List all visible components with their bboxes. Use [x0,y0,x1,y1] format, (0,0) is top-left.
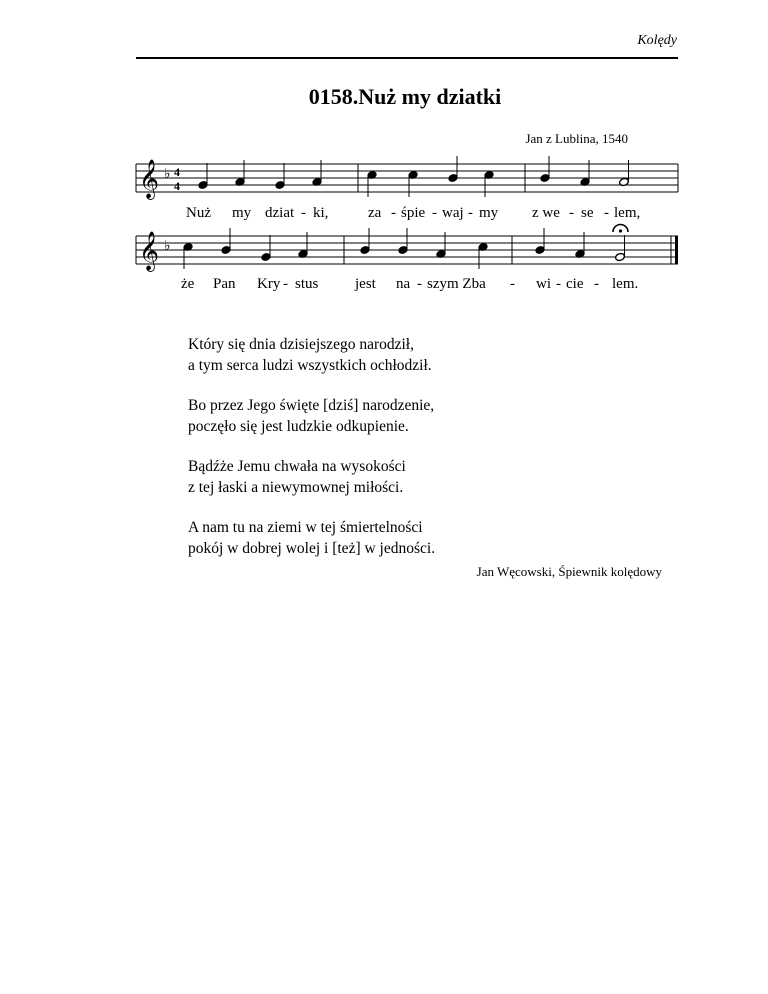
verse-line: Bo przez Jego święte [dziś] narodzenie, [188,397,435,414]
lyric-syllable: że [181,276,195,292]
note [408,171,418,197]
lyric-syllable: na [396,276,411,292]
lyric-syllable: se [581,205,594,221]
note [275,163,285,189]
lyric-syllable: waj [442,205,464,221]
lyrics-line-2 [181,276,638,292]
lyric-syllable: my [479,205,499,221]
note [221,228,231,254]
note [478,243,488,269]
verses [188,334,435,578]
note [448,156,458,182]
final-barline [675,236,678,264]
treble-clef-icon: 𝄞 [139,159,160,199]
note [183,243,193,269]
lyric-hyphen: - [283,276,288,292]
lyric-hyphen: - [594,276,599,292]
verse-line: Bądźże Jemu chwała na wysokości [188,458,406,475]
lyrics-line-1 [186,205,640,221]
staff-system-2 [136,225,678,273]
lyric-syllable: za [368,205,382,221]
stanza [188,456,435,498]
verse-line: A nam tu na ziemi w tej śmiertelności [188,519,423,536]
lyric-syllable: szym Zba [427,276,486,292]
lyric-syllable: jest [355,276,376,292]
lyric-syllable: Kry [257,276,281,292]
lyric-syllable: cie [566,276,584,292]
verse-line: a tym serca ludzi wszystkich ochłodził. [188,357,432,374]
lyric-syllable: z we [532,205,560,221]
lyric-syllable: ki, [313,205,329,221]
lyric-syllable: Pan [213,276,236,292]
stanza [188,517,435,559]
note [484,171,494,197]
note [535,228,545,254]
source-attribution: Jan Węcowski, Śpiewnik kolędowy [476,564,662,579]
lyric-hyphen: - [432,205,437,221]
note [360,228,370,254]
verse-line: Który się dnia dzisiejszego narodził, [188,336,414,353]
section-header: Kolędy [637,33,677,48]
lyric-syllable: dziat [265,205,295,221]
music-score [0,0,768,320]
note [540,156,550,182]
verse-line: poczęło się jest ludzkie odkupienie. [188,418,409,435]
half-note [615,235,626,262]
song-title: 0158.Nuż my dziatki [308,84,502,109]
lyric-syllable: lem, [614,205,641,221]
lyric-syllable: lem. [612,276,639,292]
note [367,171,377,197]
composer-attribution: Jan z Lublina, 1540 [525,131,628,146]
lyric-syllable: śpie [401,205,426,221]
lyric-hyphen: - [604,205,609,221]
staff-system-1 [136,156,678,200]
lyric-syllable: my [232,205,252,221]
time-signature-numerator: 4 [174,165,180,179]
lyric-hyphen: - [417,276,422,292]
fermata-icon [613,225,628,233]
lyric-syllable: stus [295,276,319,292]
stanza [188,395,435,437]
flat-icon: ♭ [164,166,171,182]
time-signature-denominator: 4 [174,179,180,193]
lyric-hyphen: - [556,276,561,292]
lyric-hyphen: - [468,205,473,221]
lyric-hyphen: - [510,276,515,292]
stanza [188,334,435,376]
treble-clef-icon: 𝄞 [139,231,160,271]
note [398,228,408,254]
lyric-syllable: Nuż [186,205,211,221]
lyric-hyphen: - [569,205,574,221]
flat-icon: ♭ [164,238,171,254]
lyric-hyphen: - [391,205,396,221]
verse-line: pokój w dobrej wolej i [też] w jedności. [188,540,436,557]
note [198,163,208,189]
note [261,235,271,261]
lyric-syllable: wi [536,276,551,292]
verse-line: z tej łaski a niewymownej miłości. [188,479,404,496]
lyric-hyphen: - [301,205,306,221]
